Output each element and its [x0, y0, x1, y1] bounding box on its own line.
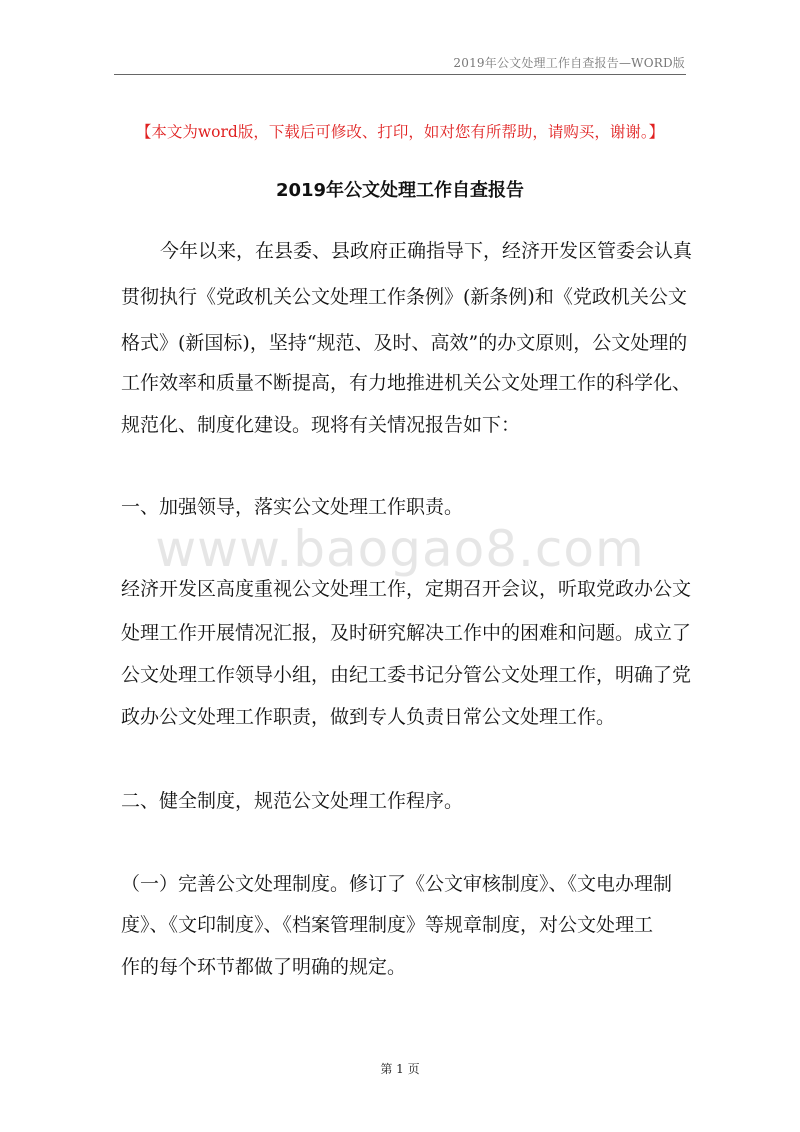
section-line: 度》、《文印制度》、《档案管理制度》等规章制度，对公文处理工	[121, 914, 654, 936]
section-line: 作的每个环节都做了明确的规定。	[121, 956, 407, 978]
section-heading: 二、健全制度，规范公文处理工作程序。	[121, 790, 464, 812]
purchase-notice: 【本文为word版，下载后可修改、打印，如对您有所帮助，请购买，谢谢。】	[135, 123, 665, 141]
header-rule	[114, 74, 686, 75]
section-line: （一）完善公文处理制度。修订了《公文审核制度》、《文电办理制	[121, 873, 673, 895]
intro-line: 规范化、制度化建设。现将有关情况报告如下：	[121, 414, 521, 436]
section-line: 公文处理工作领导小组，由纪工委书记分管公文处理工作，明确了党	[121, 664, 692, 686]
intro-line: 贯彻执行《党政机关公文处理工作条例》(新条例)和《党政机关公文	[121, 286, 687, 308]
intro-line: 工作效率和质量不断提高，有力地推进机关公文处理工作的科学化、	[121, 372, 692, 394]
intro-line: 格式》(新国标)，坚持“规范、及时、高效”的办文原则，公文处理的	[121, 332, 688, 354]
intro-line: 今年以来，在县委、县政府正确指导下，经济开发区管委会认真	[160, 240, 693, 262]
watermark: www.baogao8.com	[155, 520, 645, 578]
page-number: 第 1 页	[380, 1062, 420, 1076]
document-title: 2019年公文处理工作自查报告	[275, 180, 525, 201]
section-heading: 一、加强领导，落实公文处理工作职责。	[121, 496, 464, 518]
section-line: 处理工作开展情况汇报，及时研究解决工作中的困难和问题。成立了	[121, 622, 692, 644]
running-header: 2019年公文处理工作自查报告—WORD版	[453, 56, 685, 70]
section-line: 经济开发区高度重视公文处理工作，定期召开会议，听取党政办公文	[121, 578, 692, 600]
section-line: 政办公文处理工作职责，做到专人负责日常公文处理工作。	[121, 706, 616, 728]
